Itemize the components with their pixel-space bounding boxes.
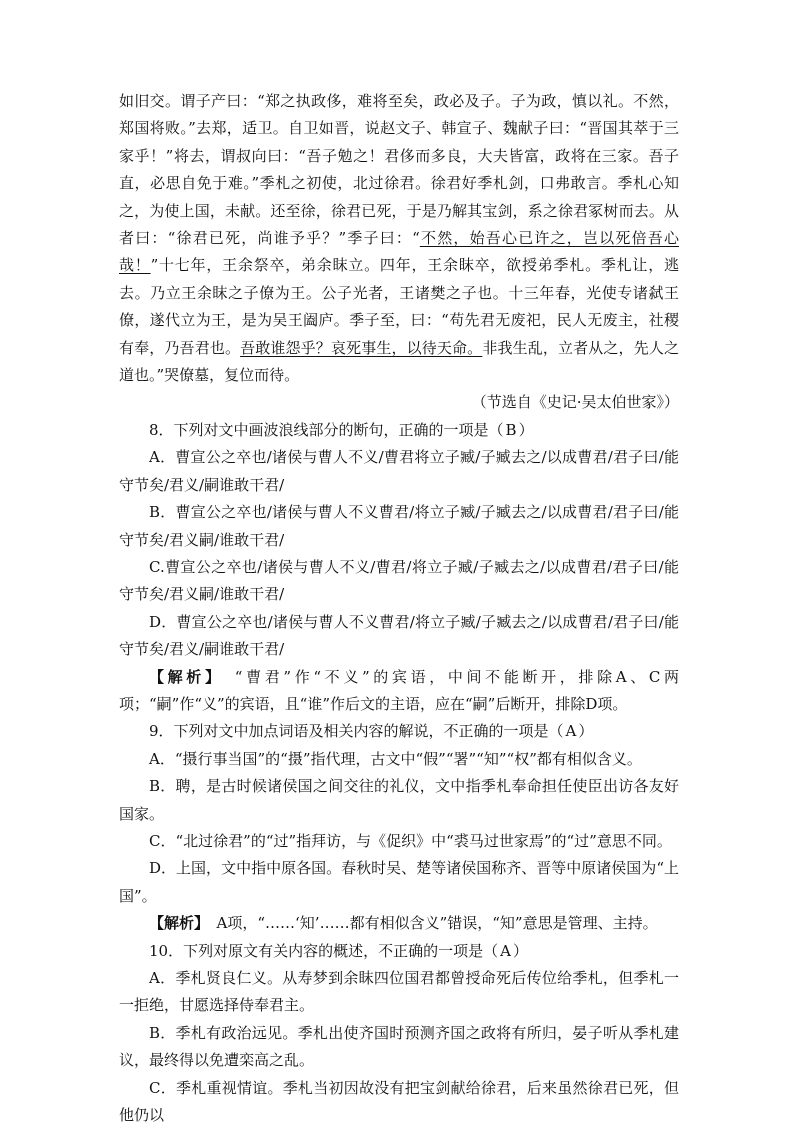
- question-8-option-c: C.曹宣公之卒也/诸侯与曹人不义/曹君/将立子臧/子臧去之/以成曹君/君子曰/能守节矣/君义嗣/谁敢干君/: [119, 557, 679, 604]
- question-8-option-a: A．曹宣公之卒也/诸侯与曹人不义/曹君将立子臧/子臧去之/以成曹君/君子曰/能守节矣/君义/嗣谁敢干君/: [119, 448, 679, 494]
- analysis-tag: 【解析】: [149, 667, 217, 686]
- question-9-option-b: B．聘，是古时候诸侯国之间交往的礼仪，文中指季札奉命担任使臣出访各友好国家。: [119, 777, 679, 823]
- question-8-option-b: B．曹宣公之卒也/诸侯与曹人不义曹君/将立子臧/子臧去之/以成曹君/君子曰/能守节矣/君义嗣/谁敢干君/: [119, 503, 679, 549]
- underlined-sentence: 不然，始吾心已许之，岂以死倍吾心哉！: [119, 229, 679, 275]
- question-8-stem: 8．下列对文中画波浪线部分的断句，正确的一项是（ B ）: [149, 420, 534, 439]
- analysis-tag: 【解析】: [149, 914, 202, 933]
- question-9-option-a: A．“摄行事当国”的“摄”指代理，古文中“假”“署”“知”“权”都有相似含义。: [149, 749, 642, 768]
- question-10-option-a: A．季札贤良仁义。从寿梦到余眜四位国君都曾授命死后传位给季札，但季札一一拒绝，甘愿选择侍奉君主。: [119, 969, 679, 1015]
- question-8-option-d: D．曹宣公之卒也/诸侯与曹人不义曹君/将立子臧/子臧去之/以成曹君/君子曰/能守节矣/君义/嗣谁敢干君/: [119, 612, 679, 659]
- passage-text: ”十七年，王余祭卒，弟余眜立。四年，王余眜卒，欲授弟季札。季札让，逃去。乃立王余眜之子僚为王。公子光者，王诸樊之子也。十三年春，光使专诸弑王僚，遂代立为王，是为吴王阖庐。季子至，曰：“苟先君无废祀，民人无废主，社稷有奉，乃吾君也。: [119, 256, 679, 357]
- question-9-answer: A: [565, 722, 577, 741]
- question-9-stem: 9．下列对文中加点词语及相关内容的解说，不正确的一项是（ A ）: [149, 722, 594, 741]
- question-9-option-d: D．上国，文中指中原各国。春秋时吴、楚等诸侯国称齐、晋等中原诸侯国为“上国”。: [119, 859, 679, 905]
- passage-text: 非我生乱，立者从之，先人之道也。”哭僚墓，复位而待。: [119, 338, 679, 385]
- question-10-option-c: C．季札重视情谊。季札当初因故没有把宝剑献给徐君，后来虽然徐君已死，但他仍以: [119, 1078, 679, 1125]
- question-8-analysis: 【解析】 “曹君”作“不义”的宾语，中间不能断开，排除A、C两项；“嗣”作“义”的宾语，且“谁”作后文的主语，应在“嗣”后断开，排除D项。: [119, 667, 679, 713]
- passage-text: 如旧交。谓子产曰：“郑之执政侈，难将至矣，政必及子。子为政，慎以礼。不然，郑国将败。”去郑，适卫。自卫如晋，说赵文子、韩宣子、魏献子曰：“晋国其萃于三家乎！”将去，谓叔向曰：“吾子勉之！君侈而多良，大夫皆富，政将在三家。吾子直，必思自免于难。”季札之初使，北过徐君。徐君好季札剑，口弗敢言。季札心知之，为使上国，未献。还至徐，徐君已死，于是乃解其宝剑，系之徐君冢树而去。从者曰：“徐君已死，尚谁予乎？”季子曰：“: [119, 92, 679, 248]
- question-9-option-c: C．“北过徐君”的“过”指拜访，与《促织》中“裘马过世家焉”的“过”意思不同。: [149, 831, 672, 850]
- document-content: [119, 88, 679, 1129]
- question-10-option-b: B．季札有政治远见。季札出使齐国时预测齐国之政将有所归，晏子听从季札建议，最终得以免遭栾高之乱。: [119, 1023, 679, 1070]
- question-10-stem: 10．下列对原文有关内容的概述，不正确的一项是（ A ）: [149, 941, 528, 960]
- passage-paragraph: [119, 88, 679, 389]
- passage-source: （节选自《史记·吴太伯世家》）: [471, 393, 679, 412]
- question-8-answer: B: [505, 420, 517, 439]
- underlined-sentence: 吾敢谁怨乎？哀死事生，以待天命。: [240, 338, 483, 357]
- question-10-answer: A: [500, 941, 511, 960]
- question-9-analysis: 【解析】 A项，“……‘知’……都有相似含义”错误，“知”意思是管理、主持。: [149, 914, 658, 933]
